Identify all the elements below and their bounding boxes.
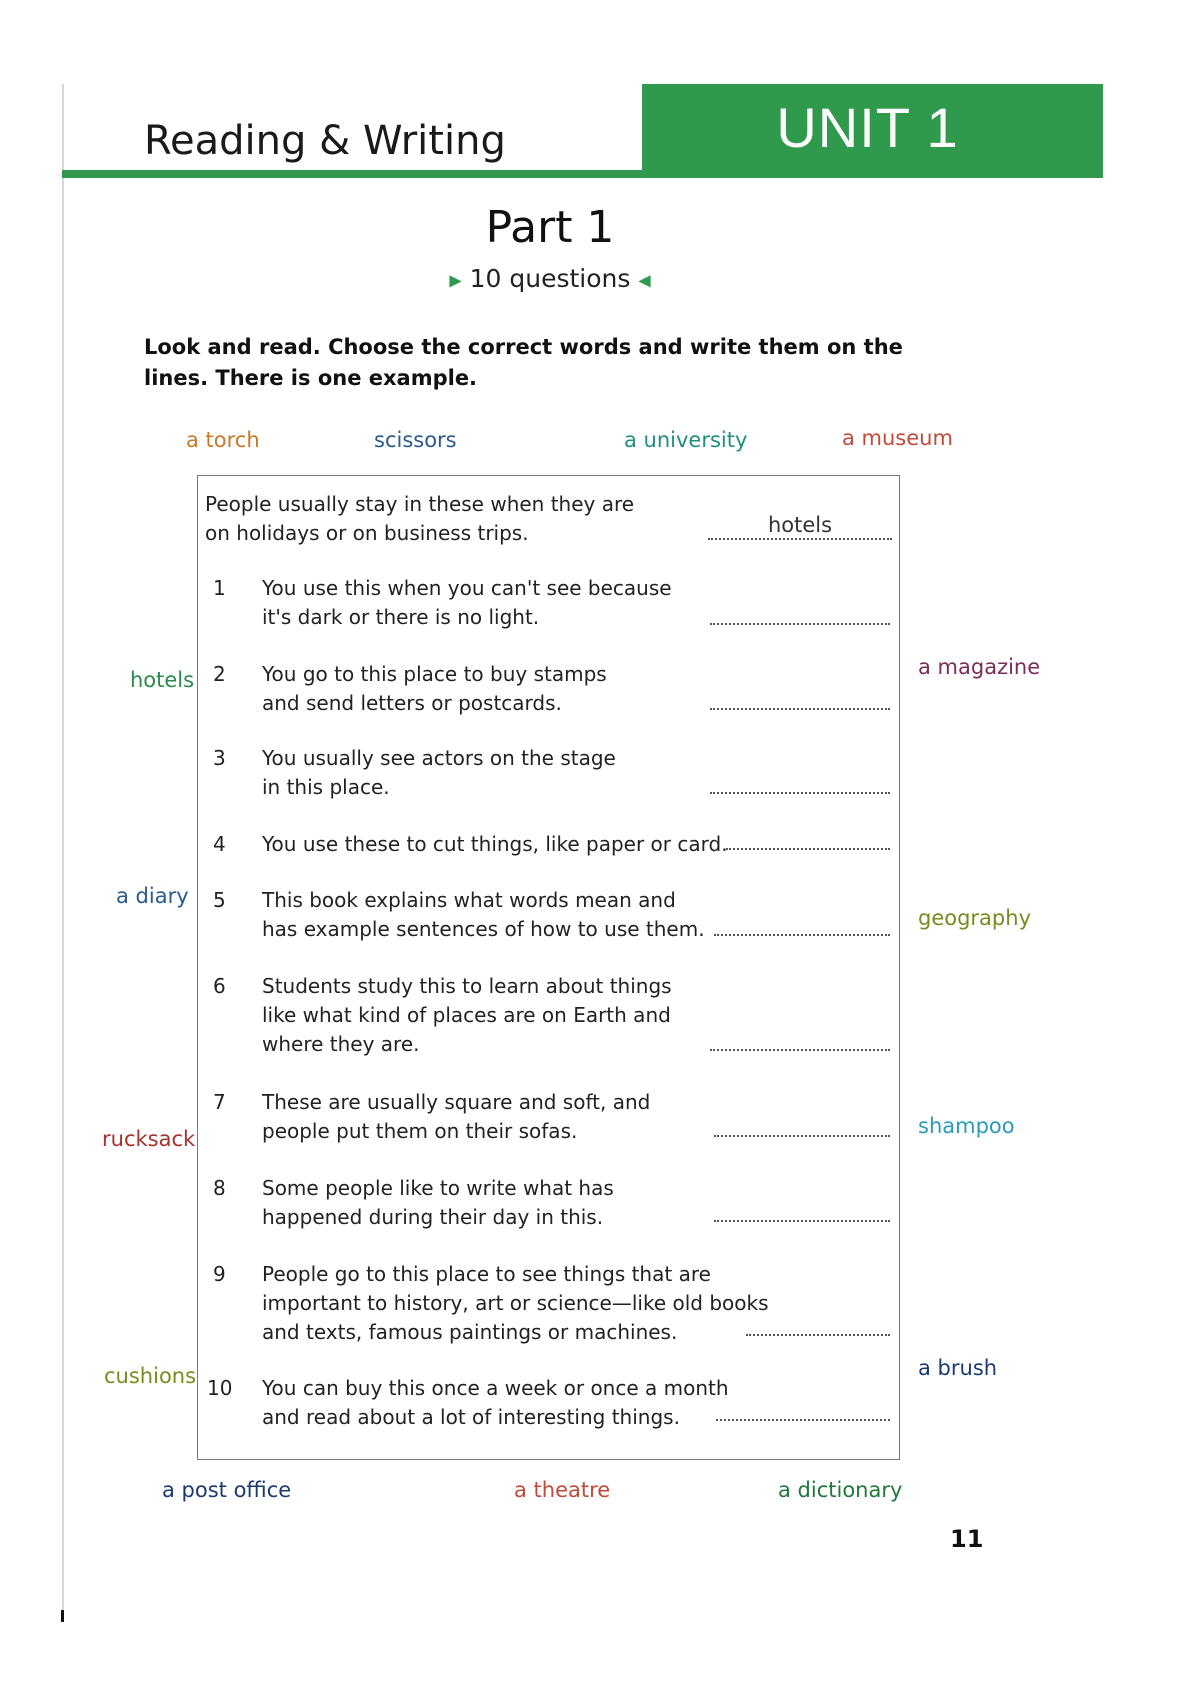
question-number: 4 <box>213 832 226 856</box>
word-university: a university <box>624 428 748 452</box>
question-number: 8 <box>213 1176 226 1200</box>
word-rucksack: rucksack <box>102 1127 196 1151</box>
word-magazine: a magazine <box>918 655 1041 679</box>
answer-line-4[interactable] <box>726 848 890 850</box>
question-text: You use this when you can't see because it's dark or there is no light. <box>262 576 672 629</box>
word-post-office: a post office <box>162 1478 292 1502</box>
question-number: 7 <box>213 1090 226 1114</box>
word-geography: geography <box>918 906 1031 930</box>
unit-banner <box>642 84 1103 178</box>
question-text: Some people like to write what has happened during their day in this. <box>262 1176 614 1229</box>
page-edge <box>62 84 64 1614</box>
question-number: 3 <box>213 746 226 770</box>
question-number: 9 <box>213 1262 226 1286</box>
left-triangle-icon: ◀ <box>638 270 651 290</box>
word-theatre: a theatre <box>514 1478 611 1502</box>
question-count-label: 10 questions <box>469 264 631 293</box>
word-shampoo: shampoo <box>918 1114 1015 1138</box>
example-text <box>205 490 634 548</box>
answer-line-9[interactable] <box>746 1334 890 1336</box>
question-count <box>0 264 1100 293</box>
example-line: People usually stay in these when they are <box>205 492 635 516</box>
answer-line-6[interactable] <box>710 1049 890 1051</box>
question-text: Students study this to learn about things like what kind of places are on Earth and where they are. <box>262 974 672 1056</box>
word-hotels: hotels <box>130 668 195 692</box>
page-tick <box>61 1610 64 1622</box>
right-triangle-icon: ▶ <box>449 270 462 290</box>
question-text: These are usually square and soft, and people put them on their sofas. <box>262 1090 651 1143</box>
word-cushions: cushions <box>104 1364 197 1388</box>
section-title: Reading & Writing <box>144 118 506 164</box>
instructions: Look and read. Choose the correct words and write them on the lines. There is one example. <box>144 335 903 390</box>
question-text: You can buy this once a week or once a month and read about a lot of interesting things. <box>262 1376 729 1429</box>
part-title: Part 1 <box>485 202 615 253</box>
example-line: on holidays or on business trips. <box>205 521 529 545</box>
question-text: You use these to cut things, like paper or card. <box>262 832 728 856</box>
word-brush: a brush <box>918 1356 998 1380</box>
question-number: 10 <box>207 1376 233 1400</box>
question-text: You go to this place to buy stamps and send letters or postcards. <box>262 662 607 715</box>
question-number: 5 <box>213 888 226 912</box>
answer-line-8[interactable] <box>714 1220 890 1222</box>
word-scissors: scissors <box>374 428 457 452</box>
answer-line-5[interactable] <box>714 934 890 936</box>
question-number: 1 <box>213 576 226 600</box>
header-rule <box>62 170 642 178</box>
question-number: 2 <box>213 662 226 686</box>
question-number: 6 <box>213 974 226 998</box>
word-torch: a torch <box>186 428 260 452</box>
question-text: People go to this place to see things that are important to history, art or science—like old books and texts, famous paintings or machines. <box>262 1262 769 1344</box>
word-museum: a museum <box>842 426 953 450</box>
answer-line-7[interactable] <box>714 1135 890 1137</box>
question-text: This book explains what words mean and has example sentences of how to use them. <box>262 888 705 941</box>
answer-line-2[interactable] <box>710 708 890 710</box>
word-dictionary: a dictionary <box>778 1478 903 1502</box>
example-answer: hotels <box>708 512 892 540</box>
page-number: 11 <box>950 1525 984 1553</box>
answer-line-10[interactable] <box>716 1419 890 1421</box>
answer-line-1[interactable] <box>710 623 890 625</box>
question-text: You usually see actors on the stage in this place. <box>262 746 616 799</box>
unit-label: UNIT 1 <box>776 95 959 159</box>
answer-line-3[interactable] <box>710 792 890 794</box>
word-diary: a diary <box>116 884 189 908</box>
